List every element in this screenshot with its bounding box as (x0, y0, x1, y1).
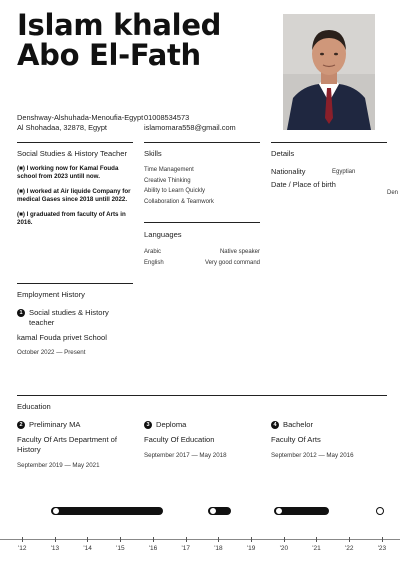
education-dates: September 2017 — May 2018 (144, 452, 227, 459)
timeline-tick-label: '23 (377, 545, 387, 552)
profile-title: Social Studies & History Teacher (17, 149, 128, 158)
divider-skills (144, 142, 260, 143)
education-school: Faculty Of Education (144, 435, 215, 444)
language-name: Arabic (144, 249, 162, 255)
timeline-tick-label: '13 (50, 545, 60, 552)
name-line-1: Islam khaled (17, 8, 222, 42)
skill-item: Creative Thinking (144, 178, 191, 184)
timeline-marker (376, 507, 384, 515)
timeline-tick-mark (284, 537, 285, 542)
square-icon: ■ (19, 211, 23, 218)
profile-item-text: I graduated from faculty of Arts in 2016. (17, 211, 126, 226)
education-dates: September 2019 — May 2021 (17, 462, 100, 469)
education-degree: Bachelor (283, 420, 313, 429)
timeline-tick-label: '22 (345, 545, 354, 552)
education-number-badge: 4 (271, 421, 279, 429)
employment-title: Employment History (17, 290, 85, 299)
timeline-axis (0, 539, 400, 540)
employment-number-badge: 1 (17, 309, 25, 317)
contact-phone[interactable]: 01008534573 (144, 113, 190, 122)
timeline-tick-mark (186, 537, 187, 542)
square-icon: ■ (19, 188, 23, 195)
divider-profile (17, 142, 133, 143)
timeline-tick-mark (382, 537, 383, 542)
skills-title: Skills (144, 149, 162, 158)
dob-value: Den (387, 190, 399, 196)
divider-education (17, 395, 387, 396)
employment-role: Social studies & History teacher (29, 308, 109, 327)
education-school: Faculty Of Arts (271, 435, 321, 444)
timeline-tick-mark (218, 537, 219, 542)
timeline-tick-mark (349, 537, 350, 542)
skill-item: Ability to Learn Quickly (144, 188, 206, 194)
timeline-tick-label: '16 (148, 545, 158, 552)
timeline-tick-mark (153, 537, 154, 542)
language-name: English (144, 260, 164, 266)
language-level: Very good command (204, 260, 260, 266)
timeline-tick-label: '18 (214, 545, 223, 552)
language-level: Native speaker (219, 249, 260, 255)
timeline-tick-mark (251, 537, 252, 542)
profile-item: (■) I worked at Air liquide Company for medical Gases since 2018 untill 2022. (17, 188, 131, 203)
languages-title: Languages (144, 230, 182, 239)
divider-employment (17, 283, 133, 284)
timeline-tick-label: '12 (18, 545, 27, 552)
contact-address-line-2: Al Shohadaa, 32878, Egypt (17, 123, 107, 132)
profile-item: (■) I working now for Kamal Fouda school from 2023 untill now. (17, 165, 119, 180)
timeline-marker (275, 507, 283, 515)
timeline-tick-label: '17 (181, 545, 190, 552)
timeline-tick-mark (87, 537, 88, 542)
name-line-2: Abo El-Fath (17, 38, 201, 72)
timeline-tick-label: '20 (279, 545, 289, 552)
skill-item: Time Management (144, 167, 194, 173)
details-title: Details (271, 149, 295, 158)
timeline-bar (51, 507, 162, 515)
education-number-badge: 2 (17, 421, 25, 429)
contact-address-line-1: Denshway-Alshuhada-Menoufia-Egypt (17, 113, 144, 122)
profile-list (17, 165, 133, 227)
skill-item: Collaboration & Teamwork (144, 199, 214, 205)
education-degree: Deploma (156, 420, 187, 429)
profile-item: (■) I graduated from faculty of Arts in 2016. (17, 211, 126, 226)
employment-dates: October 2022 — Present (17, 349, 86, 356)
divider-languages (144, 222, 260, 223)
timeline-tick-mark (22, 537, 23, 542)
education-number-badge: 3 (144, 421, 152, 429)
dob-label: Date / Place of birth (271, 180, 336, 189)
timeline (0, 500, 400, 566)
education-title: Education (17, 402, 51, 411)
timeline-tick-label: '19 (246, 545, 256, 552)
nationality-value: Egyptian (332, 169, 356, 175)
timeline-tick-mark (55, 537, 56, 542)
education-school: Faculty Of Arts Department of History (17, 435, 118, 454)
education-dates: September 2012 — May 2016 (271, 452, 354, 459)
nationality-label: Nationality (271, 167, 306, 176)
employment-company: kamal Fouda privet School (17, 333, 107, 342)
timeline-tick-label: '15 (116, 545, 125, 552)
square-icon: ■ (19, 165, 23, 172)
divider-details (271, 142, 387, 143)
profile-item-text: I worked at Air liquide Company for medical Gases since 2018 untill 2022. (17, 188, 131, 203)
education-degree: Preliminary MA (29, 420, 81, 429)
portrait-image (283, 14, 375, 130)
resume-name (17, 10, 221, 70)
profile-photo (283, 14, 375, 130)
timeline-tick-mark (120, 537, 121, 542)
timeline-tick-label: '21 (312, 545, 321, 552)
contact-email[interactable]: islamomara558@gmail.com (144, 123, 236, 132)
timeline-tick-label: '14 (83, 545, 92, 552)
profile-item-text: I working now for Kamal Fouda school from 2023 untill now. (17, 165, 119, 180)
timeline-tick-mark (316, 537, 317, 542)
